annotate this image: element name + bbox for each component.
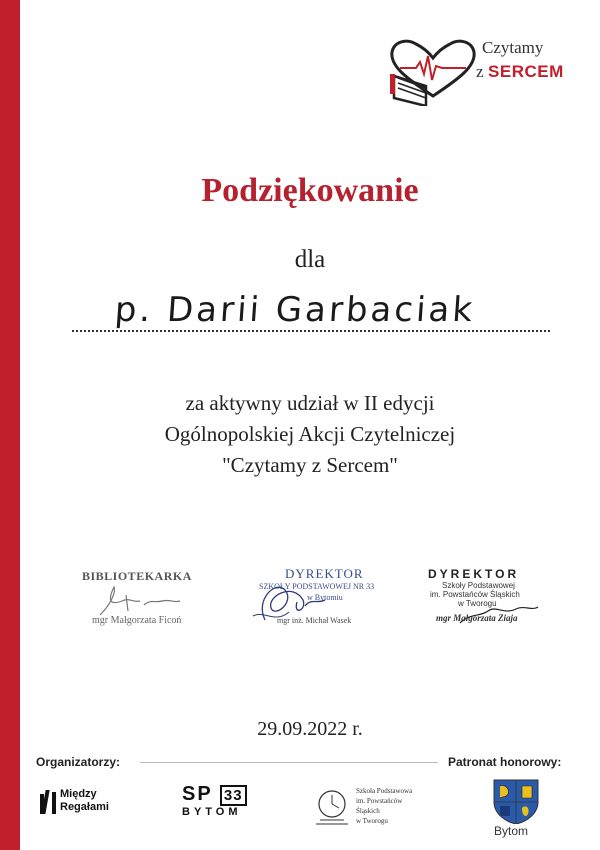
sp-tworog-text: [356, 786, 422, 826]
director1-stamp-school: SZKOŁY PODSTAWOWEJ NR 33: [259, 582, 375, 591]
sp-tworog-line: w Tworogu: [356, 817, 388, 825]
sp33-sp: SP: [182, 783, 213, 805]
sp-tworog-line: Szkoła Podstawowa: [356, 787, 413, 795]
name-dotted-line: [72, 330, 550, 332]
certificate-body: [0, 388, 600, 481]
librarian-signature: [70, 565, 220, 635]
director1-name: mgr inż. Michał Wasek: [277, 616, 352, 625]
handwritten-signature-icon: [420, 565, 560, 635]
sp-tworog-line: im. Powstańców Śląskich: [356, 797, 403, 815]
logo-text-z: z: [476, 62, 485, 81]
director2-stamp-school: Szkoły Podstawowej: [442, 581, 515, 590]
body-line: za aktywny udział w II edycji: [185, 391, 435, 415]
logo-text-sercem-word: SERCEM: [488, 62, 564, 81]
organizers-label: Organizatorzy:: [36, 755, 121, 769]
logo-text-sercem: [476, 62, 564, 82]
coat-of-arms-icon: [486, 778, 546, 824]
bytom-coat-of-arms: [486, 778, 546, 840]
director2-name: mgr Małgorzata Ziaja: [436, 613, 518, 623]
heart-book-icon: [386, 36, 481, 106]
sp33-main: [182, 784, 272, 806]
director2-stamp-city: w Tworogu: [458, 599, 497, 608]
for-label: dla: [294, 246, 326, 273]
sp33-city: BYTOM: [182, 806, 242, 818]
footer-separator: [140, 762, 438, 763]
director2-role: DYREKTOR: [428, 567, 520, 581]
issue-date: 29.09.2022 r.: [257, 718, 363, 740]
bytom-label: Bytom: [494, 824, 529, 838]
mr-line1: Między: [60, 788, 97, 800]
director1-role: DYREKTOR: [285, 566, 364, 581]
mr-line2: Regałami: [60, 801, 109, 813]
bookshelf-icon: [40, 788, 58, 814]
certificate-title: Podziękowanie: [201, 172, 419, 209]
miedzy-regalami-logo: [40, 786, 140, 822]
sp33-bytom-logo: [182, 784, 272, 820]
miedzy-regalami-text: [60, 788, 109, 814]
patron-label: Patronat honorowy:: [448, 755, 562, 769]
librarian-role: BIBLIOTEKARKA: [82, 569, 192, 583]
sp-tworog-logo: [312, 782, 422, 828]
body-line: "Czytamy z Sercem": [222, 453, 398, 477]
logo-text-czytamy: Czytamy: [482, 38, 544, 57]
sp33-number: 33: [220, 785, 247, 806]
director2-signature: [420, 565, 560, 635]
director1-signature: [245, 560, 410, 640]
recipient-name: p. Darii Garbaciak: [113, 290, 477, 330]
director1-stamp-city: w Bytomiu: [307, 593, 343, 602]
body-line: Ogólnopolskiej Akcji Czytelniczej: [164, 422, 456, 446]
director2-stamp-patron: im. Powstańców Śląskich: [430, 590, 520, 599]
librarian-name: mgr Małgorzata Ficoń: [92, 615, 182, 626]
clock-tower-icon: [312, 782, 356, 828]
